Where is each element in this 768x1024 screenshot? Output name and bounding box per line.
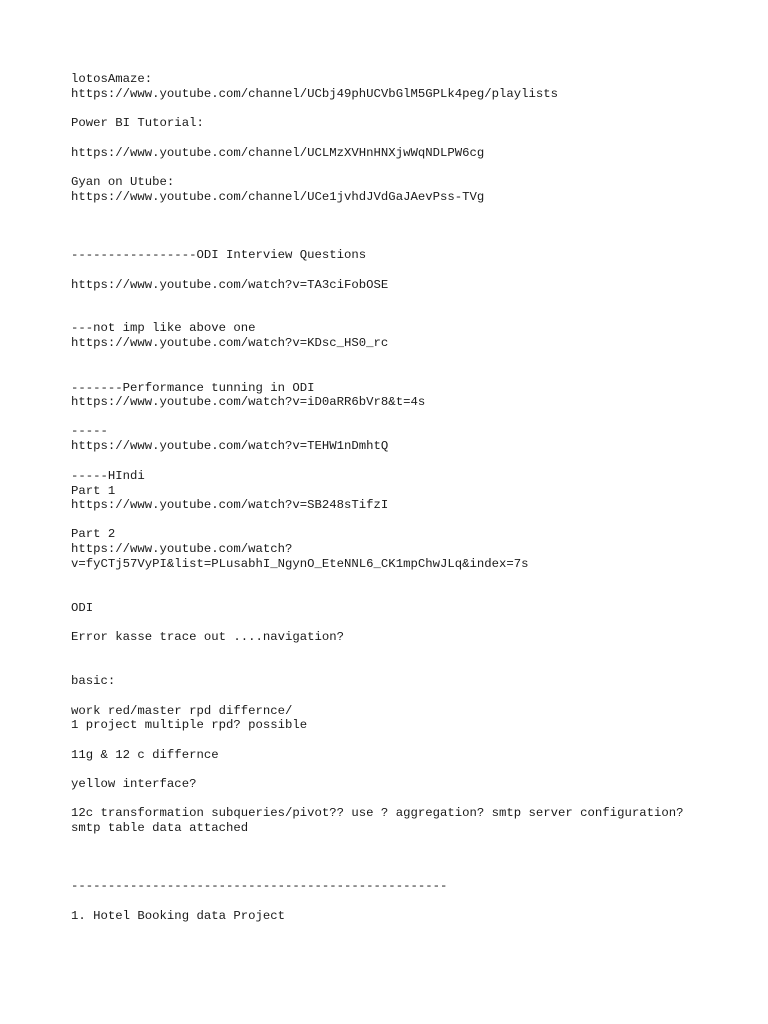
link-line: https://www.youtube.com/watch?v=TEHW1nDmhtQ <box>71 439 389 453</box>
text-line: Error kasse trace out ....navigation? <box>71 630 345 644</box>
link-line: https://www.youtube.com/watch?v=iD0aRR6bVr8&t=4s <box>71 395 426 409</box>
text-line: 11g & 12 c differnce <box>71 748 219 762</box>
link-line: v=fyCTj57VyPI&list=PLusabhI_NgynO_EteNNL6_CK1mpChwJLq&index=7s <box>71 557 529 571</box>
text-line: Power BI Tutorial: <box>71 116 204 130</box>
link-line: https://www.youtube.com/watch? <box>71 542 293 556</box>
link-line: https://www.youtube.com/watch?v=SB248sTifzI <box>71 498 389 512</box>
link-line: https://www.youtube.com/watch?v=TA3ciFobOSE <box>71 278 389 292</box>
text-line: work red/master rpd differnce/ <box>71 704 293 718</box>
section-heading: 1. Hotel Booking data Project <box>71 909 286 923</box>
section-heading: -----HIndi <box>71 469 145 483</box>
link-line: https://www.youtube.com/channel/UCLMzXVHnHNXjwWqNDLPW6cg <box>71 146 485 160</box>
link-line: https://www.youtube.com/channel/UCbj49phUCVbGlM5GPLk4peg/playlists <box>71 87 559 101</box>
text-line: 12c transformation subqueries/pivot?? use ? aggregation? smtp server configuration? <box>71 806 684 820</box>
text-line: Gyan on Utube: <box>71 175 175 189</box>
section-heading: ODI <box>71 601 94 615</box>
section-heading: -----------------ODI Interview Questions <box>71 248 367 262</box>
link-line: https://www.youtube.com/watch?v=KDsc_HS0_rc <box>71 336 389 350</box>
text-line: smtp table data attached <box>71 821 249 835</box>
link-line: https://www.youtube.com/channel/UCe1jvhdJVdGaJAevPss-TVg <box>71 190 485 204</box>
text-line: 1 project multiple rpd? possible <box>71 718 308 732</box>
text-line: lotosAmaze: <box>71 72 153 86</box>
section-heading: basic: <box>71 674 116 688</box>
divider-line: --------------------------------------------------- <box>71 879 448 893</box>
text-line: ----- <box>71 424 108 438</box>
text-line: ---not imp like above one <box>71 321 256 335</box>
text-line: Part 1 <box>71 484 116 498</box>
section-heading: -------Performance tunning in ODI <box>71 381 315 395</box>
text-line: Part 2 <box>71 527 116 541</box>
text-line: yellow interface? <box>71 777 197 791</box>
